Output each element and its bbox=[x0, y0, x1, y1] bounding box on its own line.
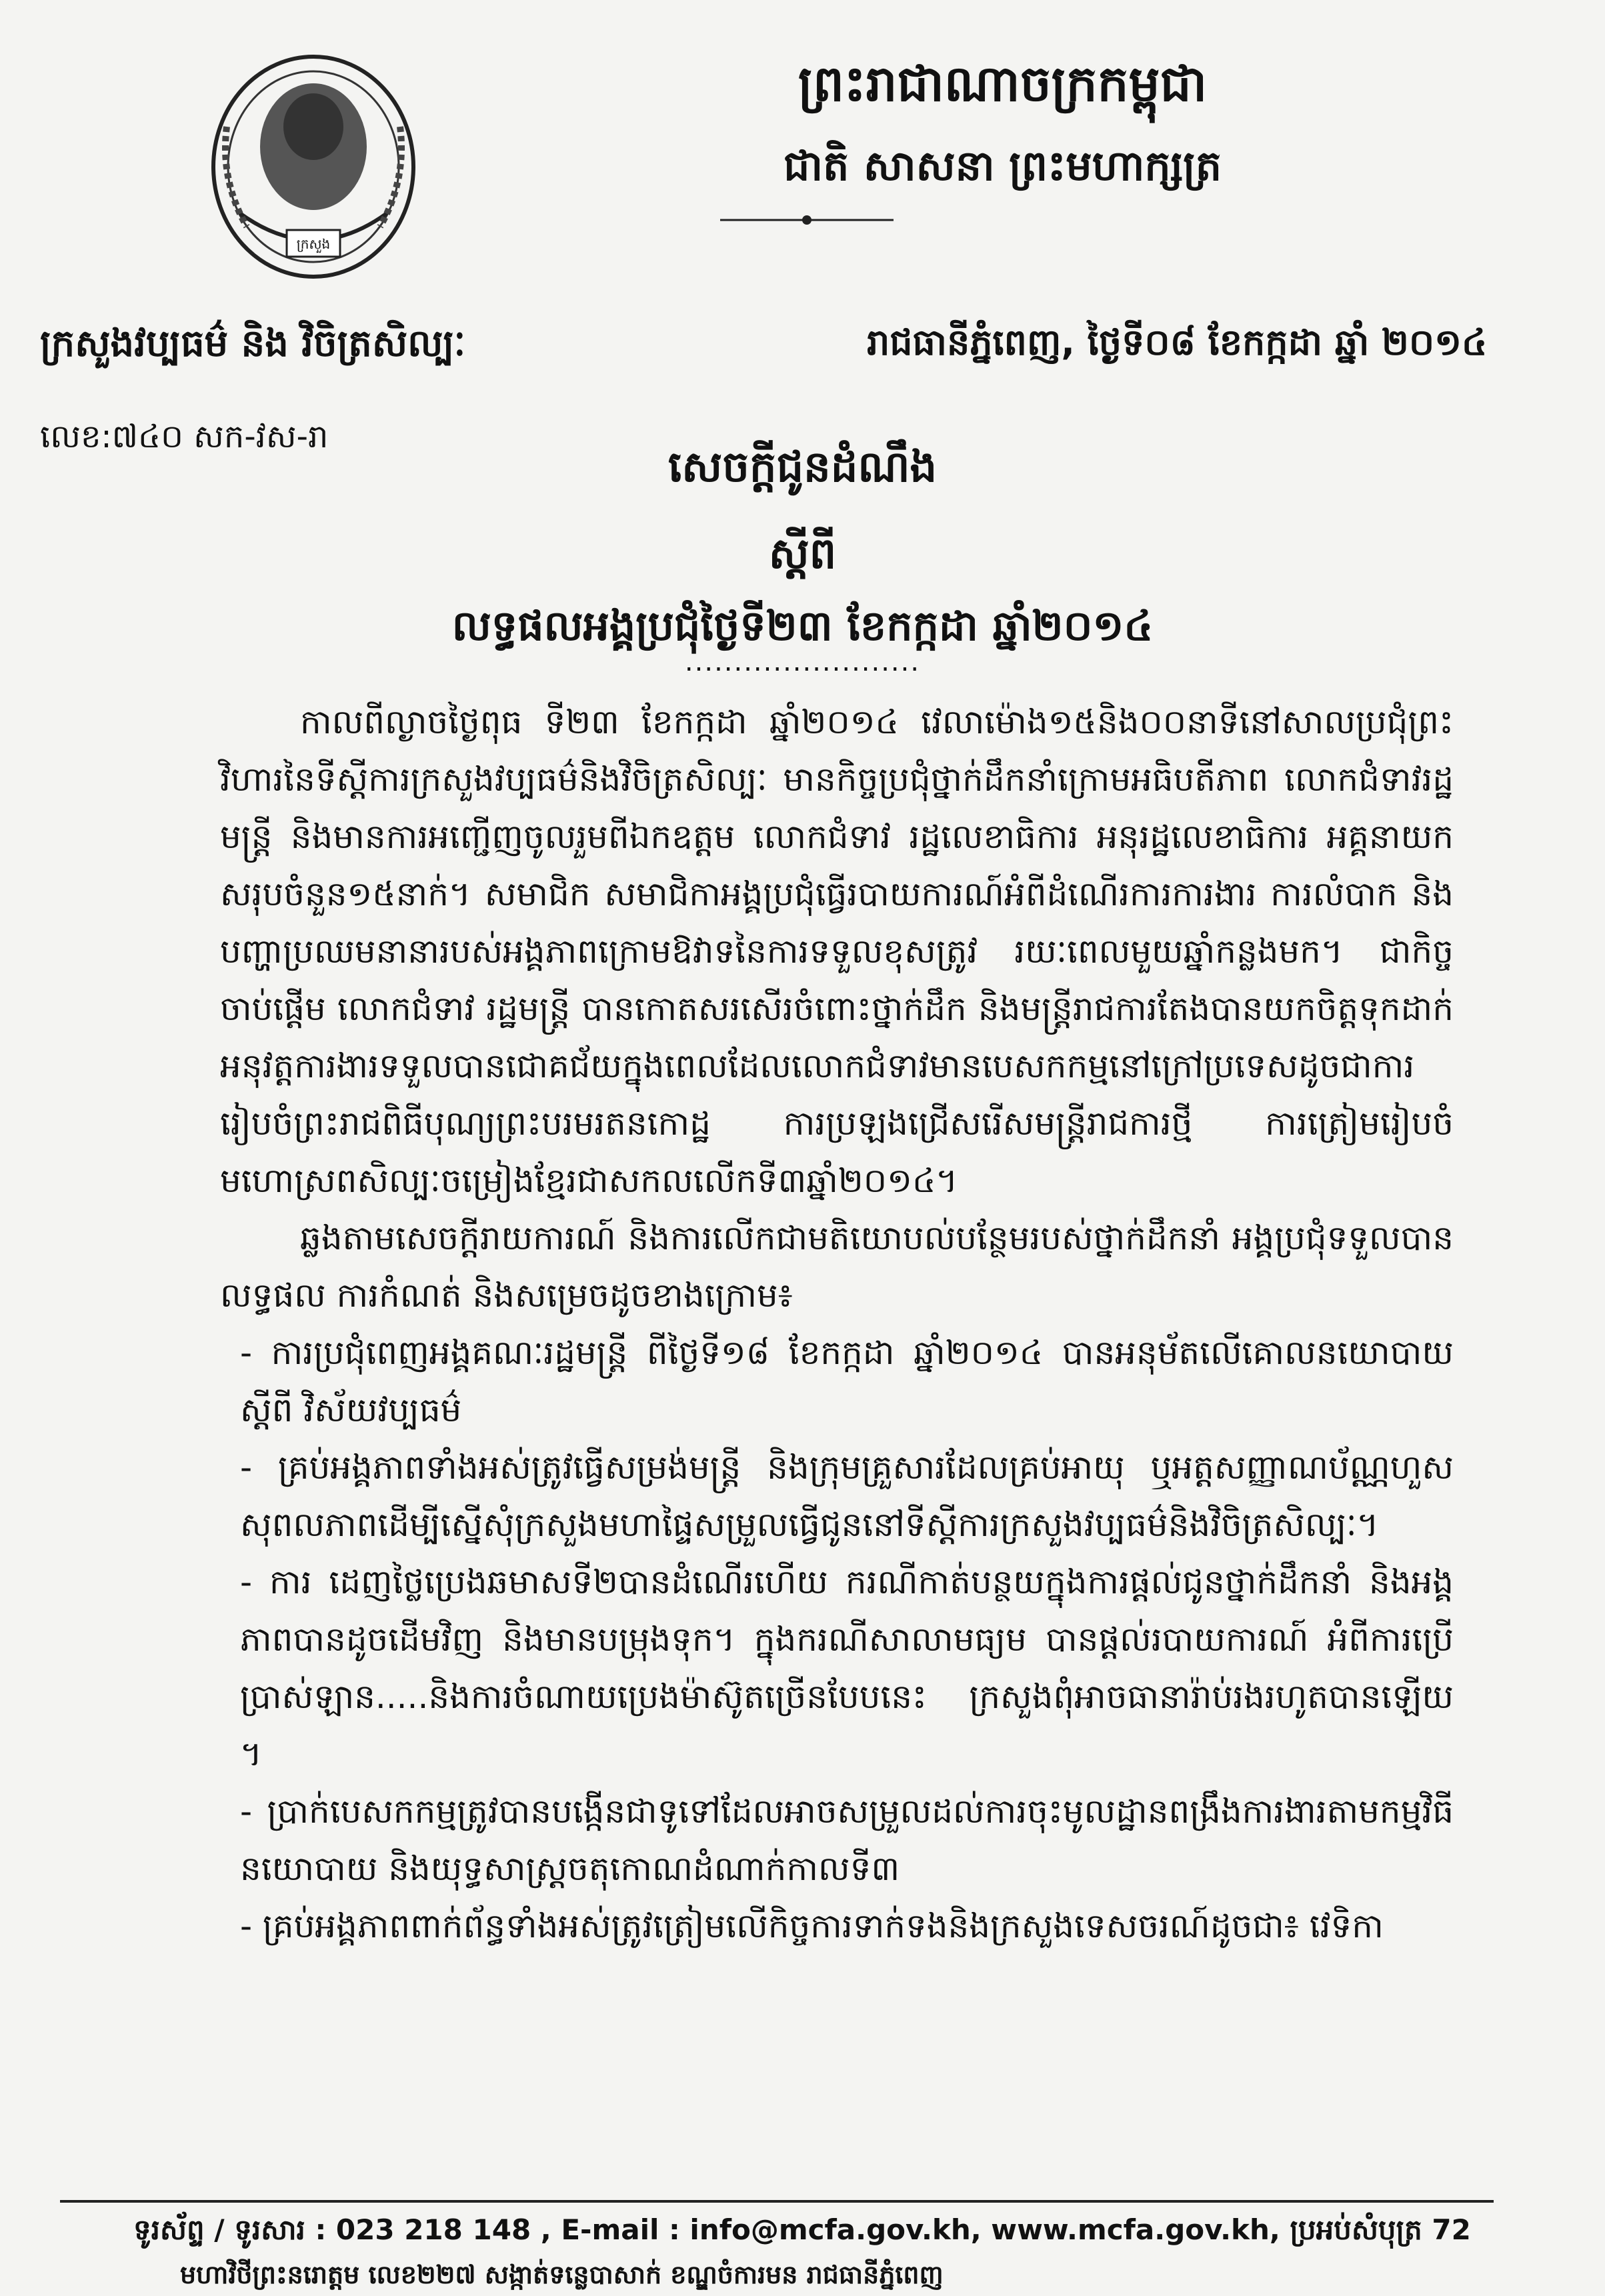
footer-address: មហាវិថីព្រះនរោត្តម លេខ២២៧ សង្កាត់ទន្លេបាសាក់ ខណ្ឌចំការមន រាជធានីភ្នំពេញ bbox=[180, 2260, 944, 2289]
kingdom-heading: ព្រះរាជាណាចក្រកម្ពុជា bbox=[797, 55, 1208, 113]
document-subtitle-about: ស្តីពី bbox=[768, 529, 837, 579]
bullet-item: - ការប្រជុំពេញអង្គគណៈរដ្ឋមន្ត្រី ពីថ្ងៃទី១៨ ខែកក្កដា ឆ្នាំ២០១៤ បានអនុម័តលើគោលនយោបាយស្តីពី វិស័យវប្បធម៌ bbox=[240, 1333, 1454, 1429]
place-and-date: រាជធានីភ្នំពេញ, ថ្ងៃទី០៨ ខែកក្កដា ឆ្នាំ ២០១៤ bbox=[867, 321, 1488, 363]
reference-number: លេខ:៧៤០ សក-វស-រា bbox=[40, 418, 329, 455]
paragraph-meeting-summary: កាលពីល្ងាចថ្ងៃពុធ ទី២៣ ខែកក្កដា ឆ្នាំ២០១៤ វេលាម៉ោង១៥និង០០នាទីនៅសាលប្រជុំព្រះវិហារនៃទីស្តីការក្រសួងវប្បធម៌និងវិចិត្រសិល្បៈ មានកិច្ចប្រជុំថ្នាក់ដឹកនាំក្រោមអធិបតីភាព លោកជំទាវរដ្ឋមន្ត្រី និងមានការអញ្ជើញចូលរួមពីឯកឧត្តម លោកជំទាវ រដ្ឋលេខាធិការ អនុរដ្ឋលេខាធិការ អគ្គនាយក សរុបចំនួន១៥នាក់។ សមាជិក សមាជិកាអង្គប្រជុំធ្វើរបាយការណ៍អំពីដំណើរការការងារ ការលំបាក និងបញ្ហាប្រឈមនានារបស់អង្គភាពក្រោមឱវាទនៃការទទួលខុសត្រូវ រយៈពេលមួយឆ្នាំកន្លងមក។ ជាកិច្ចចាប់ផ្តើម លោកជំទាវ រដ្ឋមន្ត្រី បានកោតសរសើរចំពោះថ្នាក់ដឹក និងមន្ត្រីរាជការតែងបានយកចិត្តទុកដាក់អនុវត្តការងារទទួលបានជោគជ័យក្នុងពេលដែលលោកជំទាវមានបេសកកម្មនៅក្រៅប្រទេសដូចជាការរៀបចំព្រះរាជពិធីបុណ្យព្រះបរមរតនកោដ្ឋ ការប្រឡងជ្រើសរើសមន្ត្រីរាជការថ្មី ការត្រៀមរៀបចំមហោស្រពសិល្បៈចម្រៀងខ្មែរជាសកលលើកទី៣ឆ្នាំ២០១៤។ bbox=[220, 703, 1454, 1200]
seal-text: ក្រសួង bbox=[296, 236, 331, 252]
ornament-divider bbox=[720, 213, 894, 227]
title-dotted-rule: ........................ bbox=[684, 647, 921, 677]
bullet-item: - ប្រាក់បេសកកម្មត្រូវបានបង្កើនជាទូទៅដែលអាចសម្រួលដល់ការចុះមូលដ្ឋានពង្រឹងការងារតាមកម្មវិធីនយោបាយ និងយុទ្ធសាស្ត្រចតុកោណដំណាក់កាលទី៣ bbox=[240, 1792, 1454, 1888]
bullet-item: - ការ ដេញថ្លៃប្រេងឆមាសទី២បានដំណើរហើយ ករណីកាត់បន្ថយក្នុងការផ្តល់ជូនថ្នាក់ដឹកនាំ និងអង្គភាពបានដូចដើមវិញ និងមានបម្រុងទុក។ ក្នុងករណីសាលាមធ្យម បានផ្តល់របាយការណ៍ អំពីការប្រើប្រាស់ឡាន.....និងការចំណាយប្រេងម៉ាស៊ូតច្រើនបែបនេះ ក្រសួងពុំអាចធានារ៉ាប់រងរហូតបានឡើយ ។ bbox=[240, 1563, 1454, 1773]
footer-contact: ទូរស័ព្ទ / ទូរសារ : 023 218 148 , E-mail : info@mcfa.gov.kh, www.mcfa.gov.kh, ប្រអប់សំបុត្រ 72 bbox=[133, 2213, 1471, 2246]
paragraph-results-intro: ឆ្លងតាមសេចក្តីរាយការណ៍ និងការលើកជាមតិយោបល់បន្ថែមរបស់ថ្នាក់ដឹកនាំ អង្គប្រជុំទទួលបានលទ្ធផល ការកំណត់ និងសម្រេចដូចខាងក្រោម៖ bbox=[220, 1219, 1454, 1315]
document-subject: លទ្ធផលអង្គប្រជុំថ្ងៃទី២៣ ខែកក្កដា ឆ្នាំ២០១៤ bbox=[451, 601, 1154, 650]
document-title: សេចក្តីជូនដំណឹង bbox=[667, 443, 938, 492]
document-body bbox=[220, 693, 1454, 1955]
motto-heading: ជាតិ សាសនា ព្រះមហាក្សត្រ bbox=[783, 141, 1222, 190]
footer-divider bbox=[60, 2200, 1494, 2203]
bullet-item: - គ្រប់អង្គភាពទាំងអស់ត្រូវធ្វើសម្រង់មន្ត្រី និងក្រុមគ្រួសារដែលគ្រប់អាយុ ឬអត្តសញ្ញាណប័ណ្ណហួសសុពលភាពដើម្បីស្នើសុំក្រសួងមហាផ្ទៃសម្រួលធ្វើជូននៅទីស្តីការក្រសួងវប្បធម៌និងវិចិត្រសិល្បៈ។ bbox=[240, 1448, 1454, 1544]
ministry-name: ក្រសួងវប្បធម៌ និង វិចិត្រសិល្បៈ bbox=[40, 322, 466, 365]
bullet-item: - គ្រប់អង្គភាពពាក់ព័ន្ធទាំងអស់ត្រូវត្រៀមលើកិច្ចការទាក់ទងនិងក្រសួងទេសចរណ៍ដូចជា៖ វេទិកា bbox=[240, 1907, 1384, 1945]
